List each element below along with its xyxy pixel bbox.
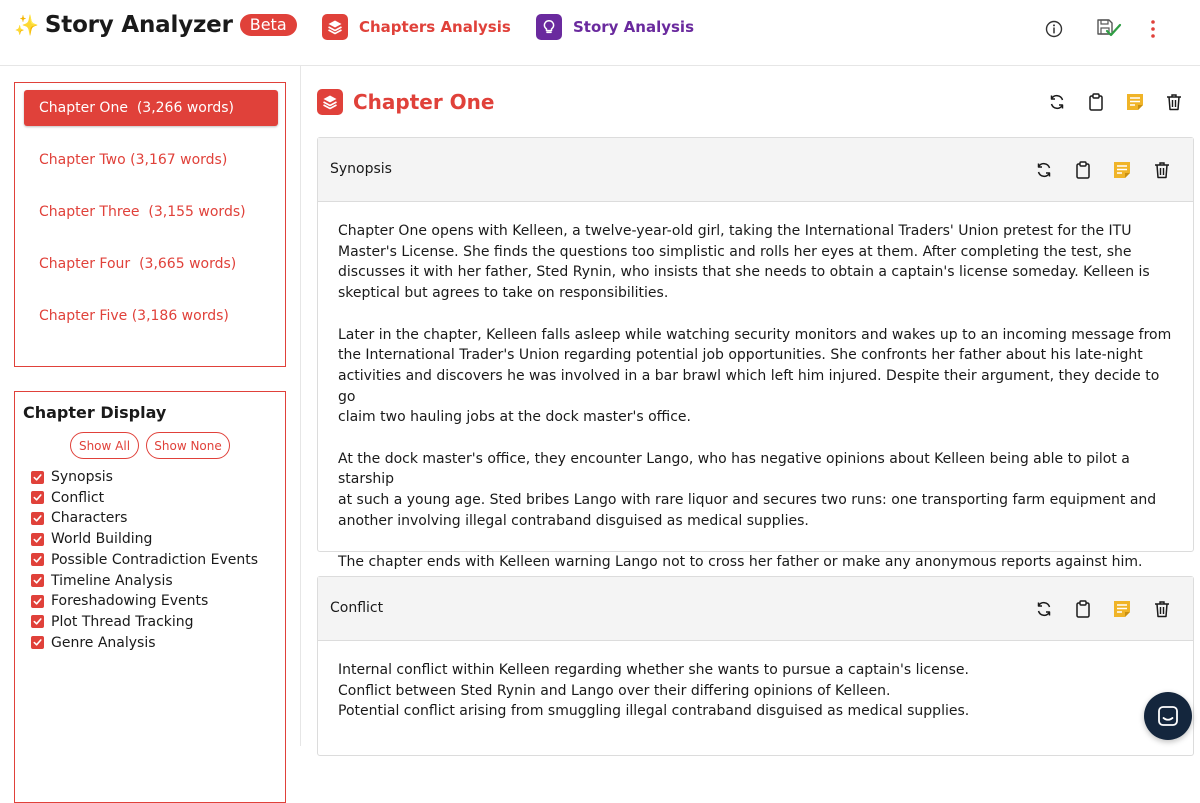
paragraph bbox=[338, 660, 1173, 722]
main-content bbox=[302, 66, 1200, 746]
checkbox[interactable] bbox=[31, 636, 44, 649]
text-line: Conflict between Sted Rynin and Lango over their differing opinions of Kelleen. bbox=[338, 682, 891, 699]
paragraph bbox=[338, 221, 1173, 304]
clipboard-icon[interactable] bbox=[1084, 90, 1108, 114]
trash-icon[interactable] bbox=[1150, 597, 1174, 621]
text-line: activities and discovers he was involved in a bar brawl which left him injured. Despite their argument, they decide to go bbox=[338, 367, 1160, 405]
tab-story-analysis[interactable] bbox=[536, 14, 694, 40]
notes-icon[interactable] bbox=[1110, 597, 1134, 621]
option-label: Foreshadowing Events bbox=[51, 593, 209, 610]
chapter-item-four[interactable]: Chapter Four (3,665 words) bbox=[39, 256, 237, 272]
option-label: World Building bbox=[51, 531, 153, 548]
checkbox[interactable] bbox=[31, 471, 44, 484]
option-foreshadowing-events[interactable] bbox=[31, 591, 208, 611]
text-line: skeptical but agrees to take on responsibilities. bbox=[338, 285, 669, 302]
chapter-item-three[interactable]: Chapter Three (3,155 words) bbox=[39, 204, 246, 220]
checkbox[interactable] bbox=[31, 615, 44, 628]
card-title: Synopsis bbox=[330, 161, 392, 177]
save-check-icon[interactable] bbox=[1097, 17, 1121, 41]
option-label: Timeline Analysis bbox=[51, 572, 173, 589]
option-conflict[interactable] bbox=[31, 488, 104, 508]
text-line: Master's License. She finds the questions too simplistic and rolls her eyes at them. After completing the test, she bbox=[338, 243, 1132, 260]
option-label: Plot Thread Tracking bbox=[51, 613, 194, 630]
checkbox[interactable] bbox=[31, 574, 44, 587]
text-line: Later in the chapter, Kelleen falls asleep while watching security monitors and wakes up to an incoming message from bbox=[338, 326, 1172, 343]
show-none-button[interactable]: Show None bbox=[146, 432, 230, 459]
card-header bbox=[318, 138, 1193, 202]
conflict-text bbox=[318, 641, 1193, 722]
option-world-building[interactable] bbox=[31, 529, 152, 549]
top-bar bbox=[0, 0, 1200, 66]
option-plot-thread-tracking[interactable] bbox=[31, 612, 194, 632]
paragraph bbox=[338, 552, 1173, 573]
text-line: discusses it with her father, Sted Rynin, who insists that she needs to obtain a captain's license someday. Kelleen is bbox=[338, 264, 1150, 281]
synopsis-text bbox=[318, 202, 1193, 573]
chapter-item-two[interactable]: Chapter Two (3,167 words) bbox=[39, 152, 228, 168]
clipboard-icon[interactable] bbox=[1071, 158, 1095, 182]
notes-icon[interactable] bbox=[1123, 90, 1147, 114]
synopsis-card bbox=[317, 137, 1194, 571]
lightbulb-icon bbox=[536, 14, 562, 40]
paragraph bbox=[338, 325, 1173, 429]
option-label: Possible Contradiction Events bbox=[51, 551, 259, 568]
chat-icon[interactable] bbox=[1144, 692, 1192, 740]
card-header bbox=[318, 577, 1193, 641]
chapter-item-five[interactable]: Chapter Five (3,186 words) bbox=[39, 308, 229, 324]
chapter-list bbox=[14, 82, 286, 367]
notes-icon[interactable] bbox=[1110, 158, 1134, 182]
app-title: Story Analyzer bbox=[44, 12, 233, 38]
option-label: Conflict bbox=[51, 489, 105, 506]
layers-icon bbox=[317, 89, 343, 115]
option-genre-analysis[interactable] bbox=[31, 633, 156, 653]
checkbox[interactable] bbox=[31, 491, 44, 504]
info-icon[interactable] bbox=[1042, 17, 1066, 41]
text-line: Potential conflict arising from smuggling illegal contraband disguised as medical supplies. bbox=[338, 703, 970, 720]
refresh-icon[interactable] bbox=[1032, 158, 1056, 182]
refresh-icon[interactable] bbox=[1032, 597, 1056, 621]
checkbox[interactable] bbox=[31, 512, 44, 525]
text-line: claim two hauling jobs at the dock master's office. bbox=[338, 409, 691, 426]
chapter-title: Chapter One bbox=[353, 90, 495, 114]
clipboard-icon[interactable] bbox=[1071, 597, 1095, 621]
trash-icon[interactable] bbox=[1162, 90, 1186, 114]
option-label: Synopsis bbox=[51, 469, 113, 485]
option-timeline-analysis[interactable] bbox=[31, 571, 173, 591]
option-possible-contradiction-events[interactable] bbox=[31, 550, 258, 570]
brand bbox=[14, 12, 297, 38]
checkbox[interactable] bbox=[31, 553, 44, 566]
tab-chapters-analysis[interactable] bbox=[322, 14, 511, 40]
more-vertical-icon[interactable] bbox=[1141, 17, 1165, 41]
chapter-item-one[interactable]: Chapter One (3,266 words) bbox=[24, 90, 278, 126]
text-line: at such a young age. Sted bribes Lango with rare liquor and secures two runs: one transporting farm equipment and bbox=[338, 492, 1157, 509]
text-line: the International Trader's Union regarding potential job opportunities. She confronts her father about his late-night bbox=[338, 347, 1143, 364]
checkbox[interactable] bbox=[31, 533, 44, 546]
option-label: Genre Analysis bbox=[51, 634, 156, 651]
option-characters[interactable] bbox=[31, 508, 127, 528]
text-line: The chapter ends with Kelleen warning Lango not to cross her father or make any anonymous reports against him. bbox=[338, 554, 1143, 571]
sidebar bbox=[0, 66, 301, 746]
text-line: another involving illegal contraband disguised as medical supplies. bbox=[338, 512, 809, 529]
tab-label: Chapters Analysis bbox=[359, 18, 511, 36]
checkbox[interactable] bbox=[31, 595, 44, 608]
text-line: Chapter One opens with Kelleen, a twelve-year-old girl, taking the International Traders' Union pretest for the ITU bbox=[338, 223, 1132, 239]
chapter-display-title: Chapter Display bbox=[23, 403, 167, 422]
text-line: Internal conflict within Kelleen regarding whether she wants to pursue a captain's license. bbox=[338, 662, 969, 678]
conflict-card bbox=[317, 576, 1194, 756]
card-title: Conflict bbox=[330, 600, 384, 616]
tab-label: Story Analysis bbox=[573, 18, 695, 36]
show-all-button[interactable]: Show All bbox=[70, 432, 139, 459]
option-synopsis[interactable] bbox=[31, 467, 113, 487]
trash-icon[interactable] bbox=[1150, 158, 1174, 182]
beta-badge: Beta bbox=[240, 14, 297, 36]
layers-icon bbox=[322, 14, 348, 40]
chapter-display-panel bbox=[14, 391, 286, 803]
refresh-icon[interactable] bbox=[1045, 90, 1069, 114]
option-label: Characters bbox=[51, 510, 128, 527]
paragraph bbox=[338, 449, 1173, 532]
sparkle-icon: ✨ bbox=[14, 13, 39, 37]
text-line: At the dock master's office, they encounter Lango, who has negative opinions about Kelleen being able to pilot a starship bbox=[338, 450, 1130, 488]
